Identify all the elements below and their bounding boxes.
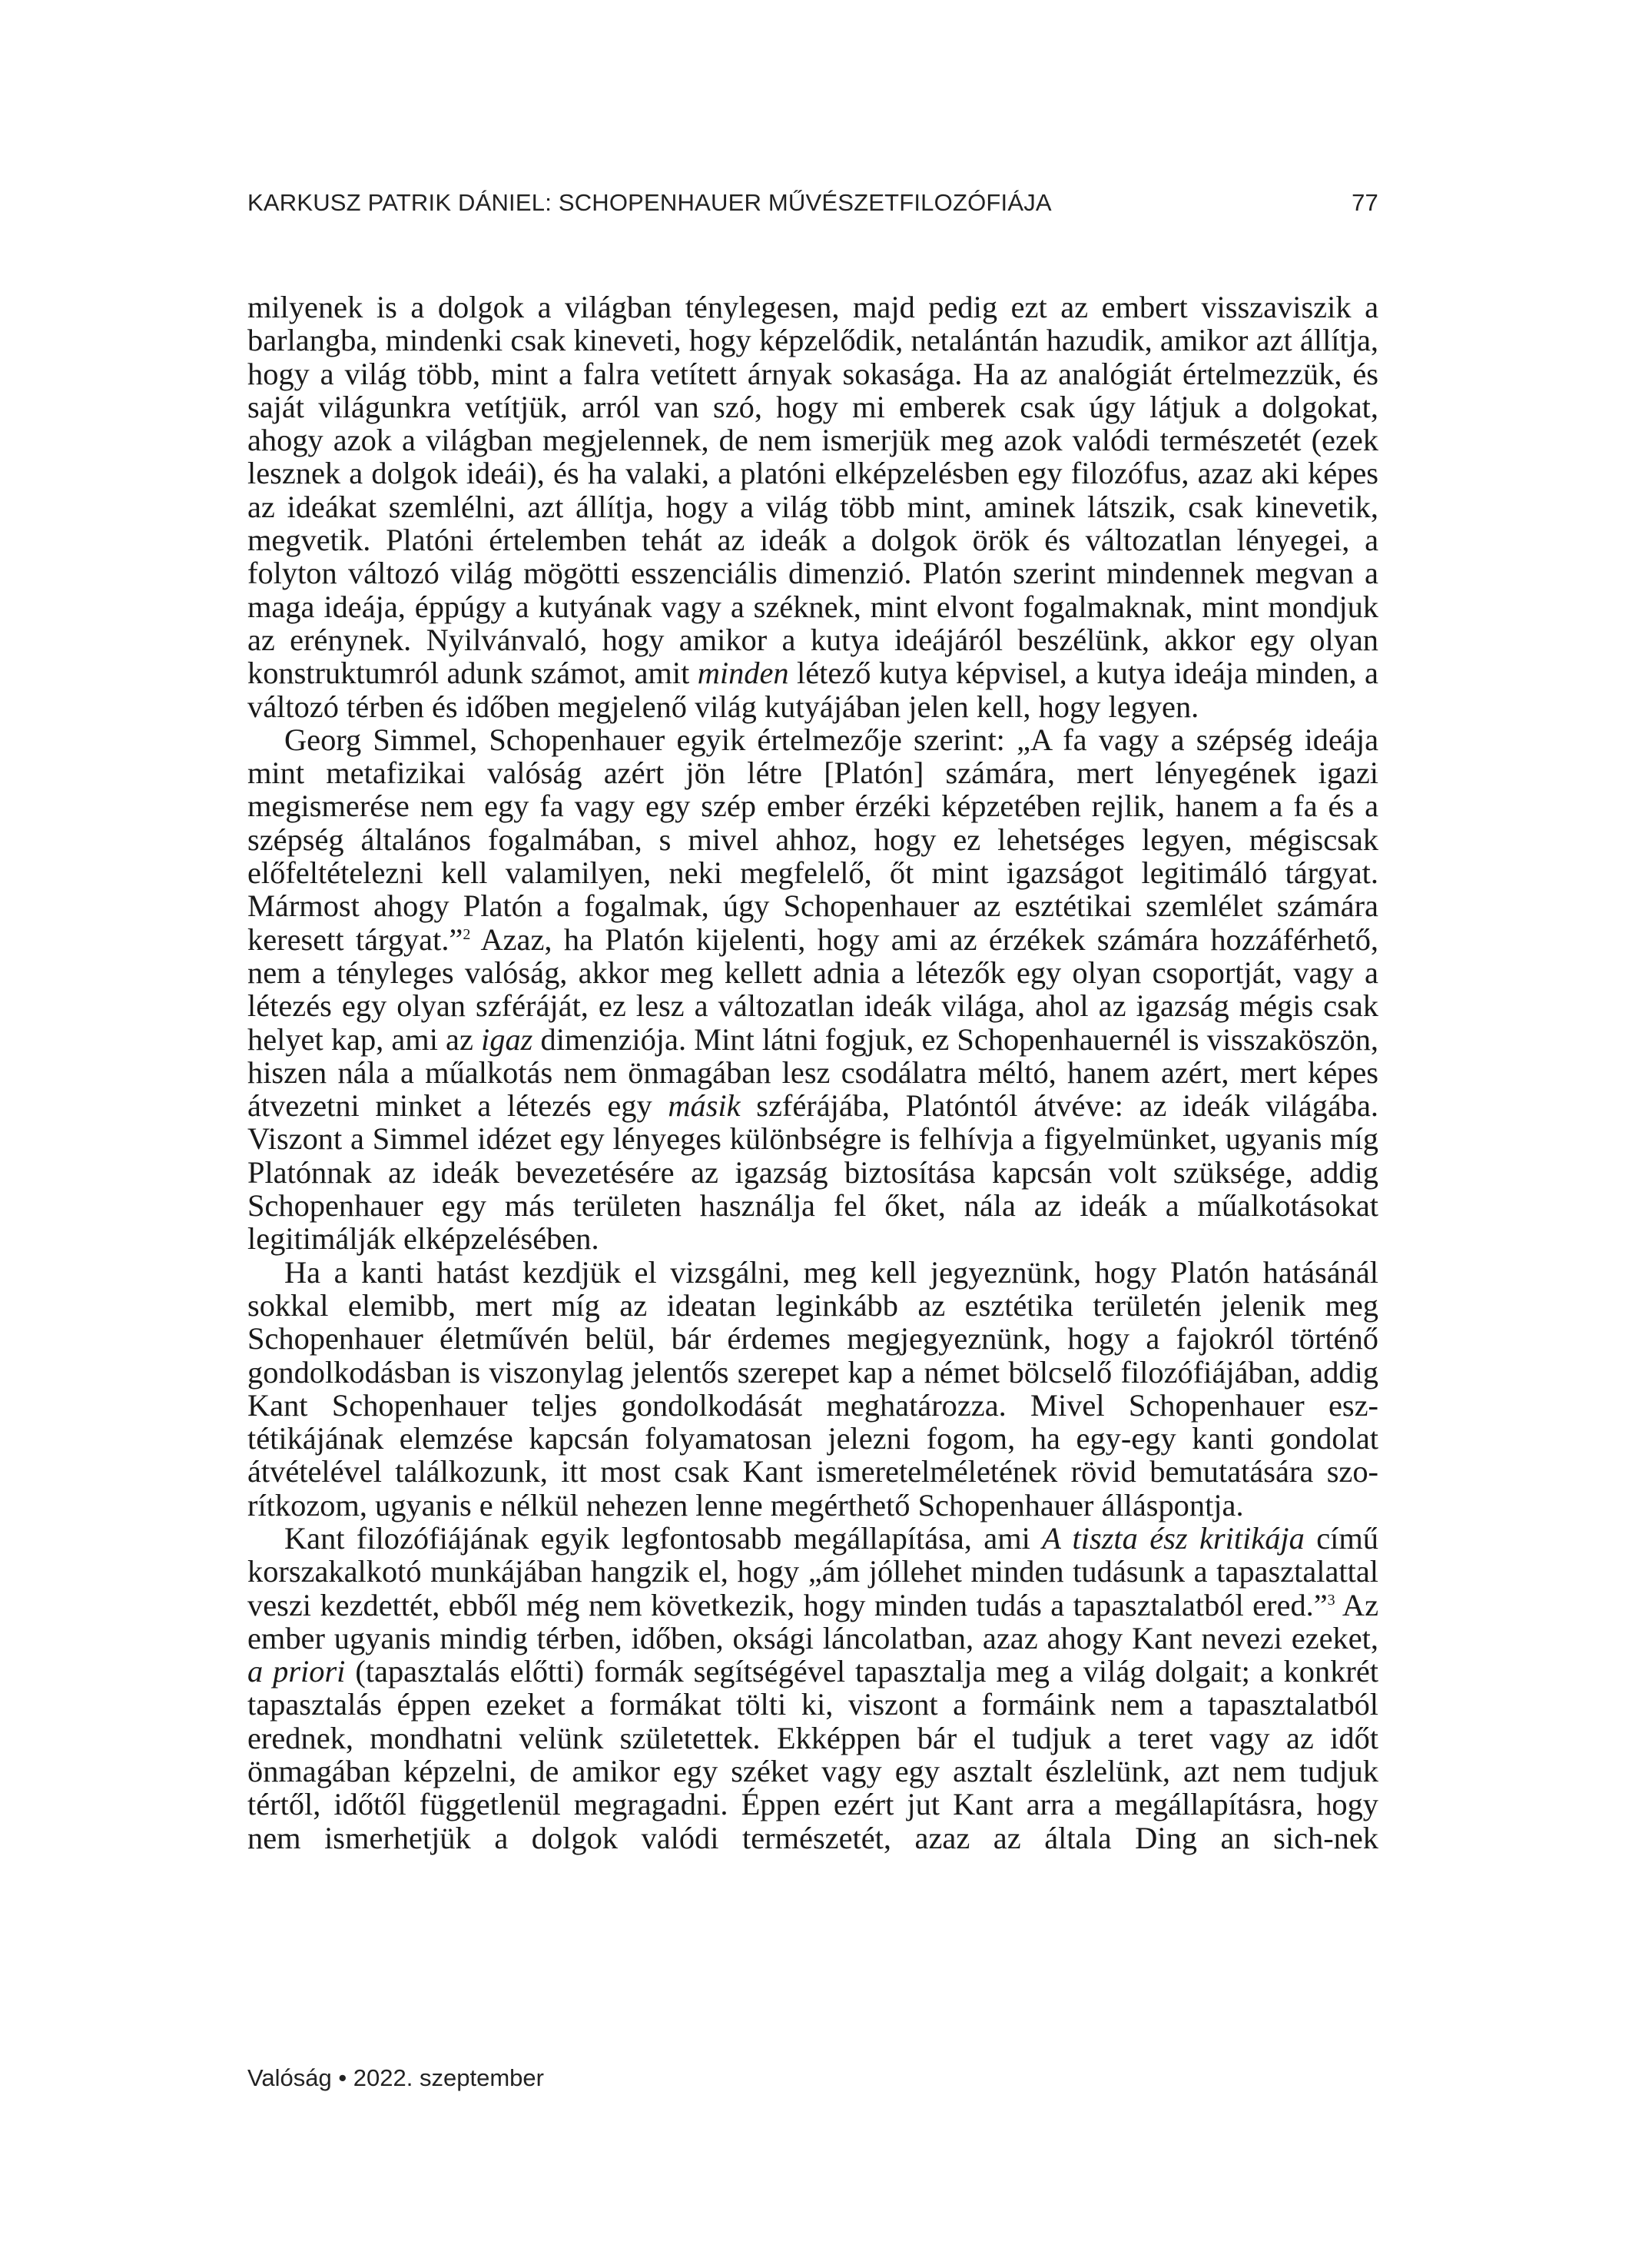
text-run: dimenziója. Mint látni fogjuk, ez Schopenhauernél is visszaköszön, hiszen nála a műalkotás nem önmagában lesz csodálatra méltó, hanem azért, mert képes átvezetni minket a létezés egy	[247, 1021, 1378, 1124]
paragraph	[247, 1522, 1378, 1855]
text-run: című korszakalkotó munkájában hangzik el, hogy „ám jóllehet minden tudásunk a tapasztalattal veszi kezdettét, ebből még nem következik, hogy minden tudás a tapasztalatból ered.”	[247, 1520, 1378, 1622]
text-run: Georg Simmel, Schopenhauer egyik értelmezője szerint: „A fa vagy a szépség ideája mint metafizikai valóság azért jön létre [Platón] számára, mert lényegének igazi megismerése nem egy fa vagy egy szép ember érzéki képzetében rejlik, hanem a fa és a szépség általános fogalmában, s mivel ahhoz, hogy ez lehetséges legyen, mégiscsak előfeltételezni kell valamilyen, neki megfelelő, őt mint igazságot legitimáló tárgyat. Mármost ahogy Platón a fogalmak, úgy Schopenhauer az esztétikai szemlélet számára keresett tárgyat.”	[247, 722, 1378, 957]
italic-emphasis: igaz	[481, 1021, 533, 1057]
text-run: létező kutya képvisel, a kutya ideája minden, a változó térben és időben megjelenő világ kutyájában jelen kell, hogy legyen.	[247, 656, 1378, 724]
article-body	[247, 291, 1378, 1855]
text-run: (tapasztalás előtti) formák segítségével tapasztalja meg a világ dolgait; a konkrét tapasztalás éppen ezeket a formákat tölti ki, viszont a formáink nem a tapasztalatból erednek, mondhatni velünk születettek. Ekképpen bár el tudjuk a teret vagy az időt önmagában képzelni, de amikor egy széket vagy egy asztalt észlelünk, azt nem tudjuk tértől, időtől függetlenül megragadni. Éppen ezért jut Kant arra a megállapításra, hogy nem ismerhetjük a dolgok valódi természetét, azaz az általa Ding an sich-nek	[247, 1654, 1378, 1855]
text-run: Ha a kanti hatást kezdjük el vizsgálni, meg kell jegyeznünk, hogy Platón hatásánál sokkal elemibb, mert míg az ideatan leginkább az esztétika területén jelenik meg Schopenhauer életművén belül, bár érdemes megjegyeznünk, hogy a fajokról történő gondolkodásban is viszonylag jelentős szerepet kap a német bölcselő filozófiájában, addig Kant Schopenhauer teljes gondolkodását meghatározza. Mivel Schopenhauer esztétikájának elemzése kapcsán folyamatosan jelezni fogom, ha egy-egy kanti gondolat átvételével találkozunk, itt most csak Kant ismeretelméletének rövid bemutatására szorítkozom, ugyanis e nélkül nehezen lenne megérthető Schopenhauer álláspontja.	[247, 1254, 1378, 1523]
footnote-reference: 3	[1327, 1591, 1335, 1609]
footnote-reference: 2	[463, 925, 471, 943]
italic-emphasis: másik	[668, 1088, 741, 1124]
paragraph	[247, 1256, 1378, 1522]
text-run: Kant filozófiájának egyik legfontosabb megállapítása, ami	[284, 1520, 1043, 1556]
page-number: 77	[1352, 189, 1378, 216]
text-run: Az ember ugyanis mindig térben, időben, oksági láncolatban, azaz ahogy Kant nevezi ezeket,	[247, 1587, 1378, 1655]
running-header	[247, 189, 1378, 217]
italic-emphasis: A tiszta ész kritikája	[1042, 1520, 1305, 1556]
text-run: milyenek is a dolgok a világban ténylegesen, majd pedig ezt az embert visszaviszik a barlangba, mindenki csak kineveti, hogy képzelődik, netalántán hazudik, amikor azt állítja, hogy a világ több, mint a falra vetített árnyak sokasága. Ha az analógiát értelmezzük, és saját világunkra vetítjük, arról van szó, hogy mi emberek csak úgy látjuk a dolgokat, ahogy azok a világban megjelennek, de nem ismerjük meg azok valódi természetét (ezek lesznek a dolgok ideái), és ha valaki, a platóni elképzelésben egy filozófus, azaz aki képes az ideákat szemlélni, azt állítja, hogy a világ több mint, aminek látszik, csak kinevetik, megvetik. Platóni értelemben tehát az ideák a dolgok örök és változatlan lényegei, a folyton változó világ mögötti esszenciális dimenzió. Platón szerint mindennek megvan a maga ideája, éppúgy a kutyának vagy a széknek, mint elvont fogalmaknak, mint mondjuk az erénynek. Nyilvánvaló, hogy amikor a kutya ideájáról beszélünk, akkor egy olyan konstruktumról adunk számot, amit	[247, 290, 1378, 691]
running-title: KARKUSZ PATRIK DÁNIEL: SCHOPENHAUER MŰVÉSZETFILOZÓFIÁJA	[247, 189, 1052, 216]
italic-emphasis: minden	[697, 656, 789, 691]
journal-footer: Valóság • 2022. szeptember	[247, 2064, 544, 2091]
paragraph	[247, 291, 1378, 723]
paragraph	[247, 723, 1378, 1256]
text-run: Azaz, ha Platón kijelenti, hogy ami az érzékek számára hozzáférhető, nem a tényleges valóság, akkor meg kellett adnia a létezők egy olyan csoportját, vagy a létezés egy olyan szféráját, ez lesz a változatlan ideák világa, ahol az igazság mégis csak helyet kap, ami az	[247, 921, 1378, 1057]
text-run: szférájába, Platóntól átvéve: az ideák világába. Viszont a Simmel idézet egy lényeges különbségre is felhívja a figyelmünket, ugyanis míg Platónnak az ideák bevezetésére az igazság biztosítása kapcsán volt szüksége, addig Schopenhauer egy más területen használja fel őket, nála az ideák a műalkotásokat legitimálják elképzelésében.	[247, 1088, 1378, 1257]
italic-emphasis: a priori	[247, 1654, 346, 1689]
